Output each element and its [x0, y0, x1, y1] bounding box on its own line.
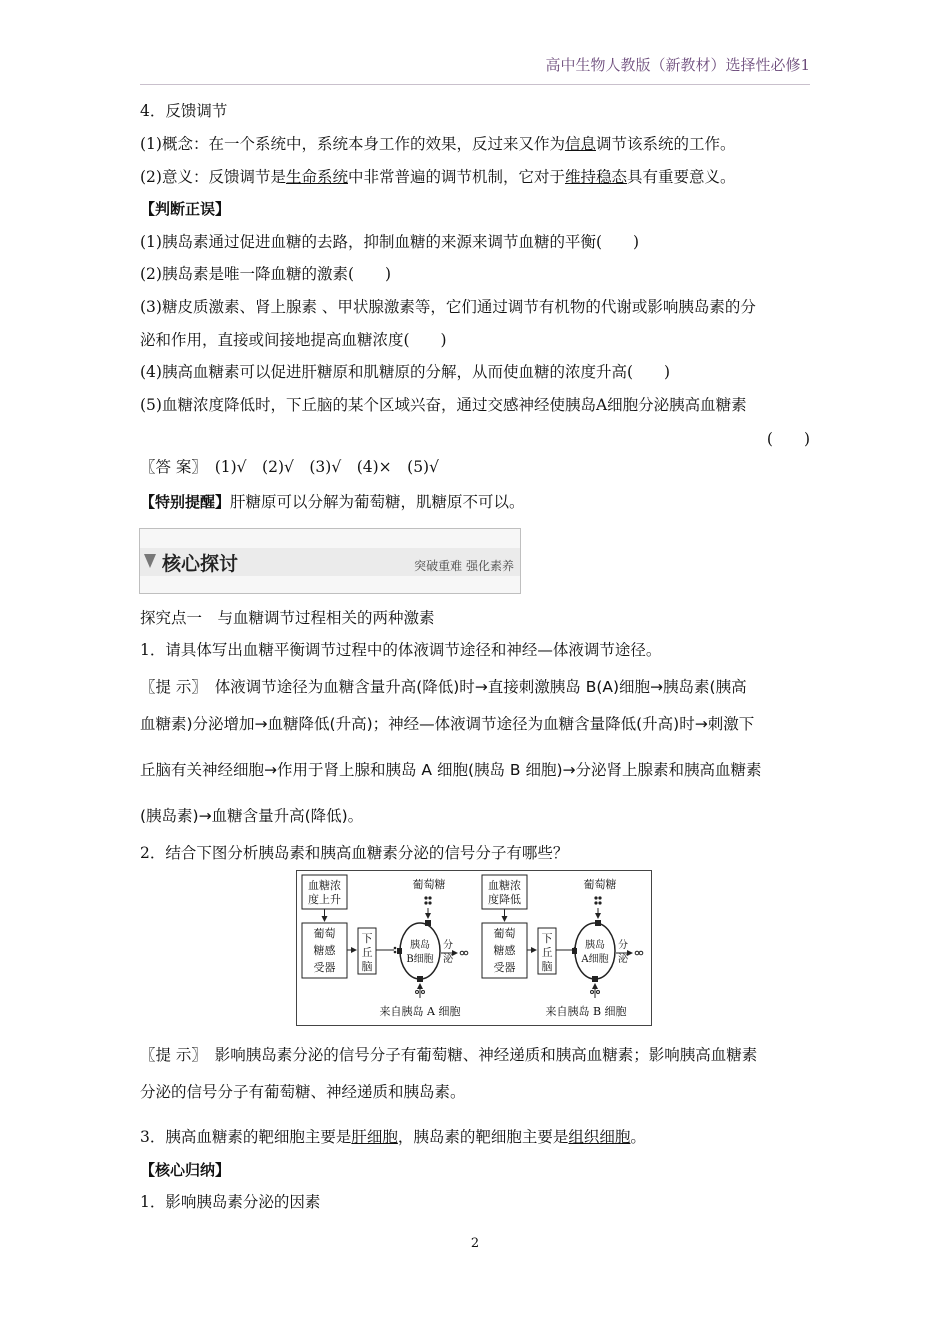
- concept-key-term: 信息: [564, 135, 596, 153]
- reminder-tag: 【特别提醒】: [140, 493, 231, 511]
- left-receptor-line-3: 受器: [313, 961, 336, 974]
- explore-question-3: [140, 1127, 646, 1147]
- judge-tag: 【判断正误】: [140, 200, 231, 218]
- answer-line: [140, 457, 439, 477]
- q3-text-mid: ，胰岛素的靶细胞主要是: [397, 1128, 569, 1146]
- right-hypothalamus-line-2: 丘: [541, 946, 553, 959]
- tip-label: 〖提 示〗: [140, 678, 200, 696]
- meaning-text-end: 具有重要意义。: [627, 168, 736, 186]
- right-glucose-label: 葡萄糖: [583, 878, 617, 891]
- judge-question-2: (2)胰岛素是唯一降血糖的激素( ): [140, 265, 392, 283]
- tip-1-line-3: 丘脑有关神经细胞→作用于肾上腺和胰岛 A 细胞(胰岛 B 细胞)→分泌肾上腺素和胰高血糖素: [140, 761, 762, 779]
- right-secrete-1: 分: [618, 940, 628, 951]
- section-heading: 4．反馈调节: [140, 102, 228, 120]
- left-cell-line-2: B细胞: [406, 954, 434, 965]
- meaning-paragraph: [140, 167, 736, 187]
- explore-heading: 探究点一 与血糖调节过程相关的两种激素: [140, 609, 435, 627]
- concept-text: (1)概念：在一个系统中，系统本身工作的效果，反过来又作为: [140, 135, 565, 153]
- right-receptor-line-2: 糖感: [493, 944, 516, 957]
- explore-question-1: 1．请具体写出血糖平衡调节过程中的体液调节途径和神经—体液调节途径。: [140, 641, 662, 659]
- left-cell-line-1: 胰岛: [410, 940, 430, 951]
- concept-paragraph: [140, 134, 736, 154]
- q3-key-term-2: 组织细胞: [568, 1128, 631, 1146]
- right-receptor-line-1: 葡萄: [493, 927, 516, 940]
- running-header: 高中生物人教版（新教材）选择性必修1: [545, 56, 810, 74]
- tip-2-line-2: 分泌的信号分子有葡萄糖、神经递质和胰岛素。: [140, 1083, 466, 1101]
- left-glucose-label: 葡萄糖: [412, 878, 446, 891]
- right-stimulus-line-1: 血糖浓: [488, 879, 521, 892]
- reminder: [140, 492, 525, 512]
- right-cell-line-2: A细胞: [581, 954, 609, 965]
- hormone-signal-diagram: [296, 870, 652, 1026]
- left-receptor-line-1: 葡萄: [313, 927, 336, 940]
- right-secrete-2: 泌: [618, 954, 628, 965]
- q3-key-term-1: 肝细胞: [351, 1128, 398, 1146]
- summary-tag: 【核心归纳】: [140, 1161, 231, 1179]
- summary-item-1: 1．影响胰岛素分泌的因素: [140, 1193, 321, 1211]
- left-secrete-2: 泌: [443, 954, 453, 965]
- q3-text-end: 。: [630, 1128, 646, 1146]
- banner-title: 核心探讨: [162, 553, 239, 575]
- left-secrete-1: 分: [443, 940, 453, 951]
- core-discussion-banner: [139, 528, 521, 594]
- left-receptor-line-2: 糖感: [313, 944, 336, 957]
- tip-1-line-4: (胰岛素)→血糖含量升高(降低)。: [140, 807, 364, 825]
- tip-1-text: 体液调节途径为血糖含量升高(降低)时→直接刺激胰岛 B(A)细胞→胰岛素(胰高: [214, 678, 747, 696]
- judge-question-5-paren: ( ): [766, 430, 810, 448]
- explore-question-2: 2．结合下图分析胰岛素和胰高血糖素分泌的信号分子有哪些？: [140, 844, 569, 862]
- judge-question-3: (3)糖皮质激素、肾上腺素 、甲状腺激素等，它们通过调节有机物的代谢或影响胰岛素的分: [140, 298, 756, 316]
- meaning-key-term-1: 生命系统: [285, 168, 348, 186]
- banner-subtitle: 突破重难 强化素养: [414, 559, 514, 573]
- tip-1-line-1: [140, 677, 747, 697]
- left-hypothalamus-line-3: 脑: [361, 960, 373, 973]
- judge-question-5: (5)血糖浓度降低时，下丘脑的某个区域兴奋，通过交感神经使胰岛A细胞分泌胰高血糖素: [140, 396, 747, 414]
- judge-question-3-cont: 泌和作用，直接或间接地提高血糖浓度( ): [140, 331, 447, 349]
- left-stimulus-line-1: 血糖浓: [308, 879, 341, 892]
- meaning-text-mid: 中非常普遍的调节机制，它对于: [347, 168, 565, 186]
- arrow-down-icon: [144, 554, 156, 568]
- left-source-label: 来自胰岛 A 细胞: [379, 1005, 461, 1018]
- judge-question-1: (1)胰岛素通过促进血糖的去路，抑制血糖的来源来调节血糖的平衡( ): [140, 233, 640, 251]
- left-stimulus-line-2: 度上升: [308, 893, 341, 906]
- q3-text: 3．胰高血糖素的靶细胞主要是: [140, 1128, 352, 1146]
- meaning-key-term-2: 维持稳态: [565, 168, 628, 186]
- page-number: 2: [470, 1236, 480, 1251]
- judge-question-4: (4)胰高血糖素可以促进肝糖原和肌糖原的分解，从而使血糖的浓度升高( ): [140, 363, 671, 381]
- right-stimulus-line-2: 度降低: [488, 893, 521, 906]
- concept-text-end: 调节该系统的工作。: [595, 135, 736, 153]
- right-source-label: 来自胰岛 B 细胞: [545, 1005, 627, 1018]
- reminder-text: 肝糖原可以分解为葡萄糖，肌糖原不可以。: [230, 493, 525, 511]
- right-hypothalamus-line-1: 下: [541, 932, 553, 945]
- right-cell-line-1: 胰岛: [585, 940, 605, 951]
- meaning-text: (2)意义：反馈调节是: [140, 168, 286, 186]
- answer-values: (1)√ (2)√ (3)√ (4)× (5)√: [214, 458, 439, 476]
- tip-1-line-2: 血糖素)分泌增加→血糖降低(升高)；神经—体液调节途径为血糖含量降低(升高)时→刺激下: [140, 715, 755, 733]
- left-hypothalamus-line-1: 下: [361, 932, 373, 945]
- tip-2-label: 〖提 示〗: [140, 1046, 200, 1064]
- right-receptor-line-3: 受器: [493, 961, 516, 974]
- tip-2-text: 影响胰岛素分泌的信号分子有葡萄糖、神经递质和胰高血糖素；影响胰高血糖素: [214, 1046, 758, 1064]
- right-hypothalamus-line-3: 脑: [541, 960, 553, 973]
- answer-label: 〖答 案〗: [140, 458, 200, 476]
- header-rule: [140, 84, 810, 85]
- left-hypothalamus-line-2: 丘: [361, 946, 373, 959]
- tip-2-line-1: [140, 1045, 757, 1065]
